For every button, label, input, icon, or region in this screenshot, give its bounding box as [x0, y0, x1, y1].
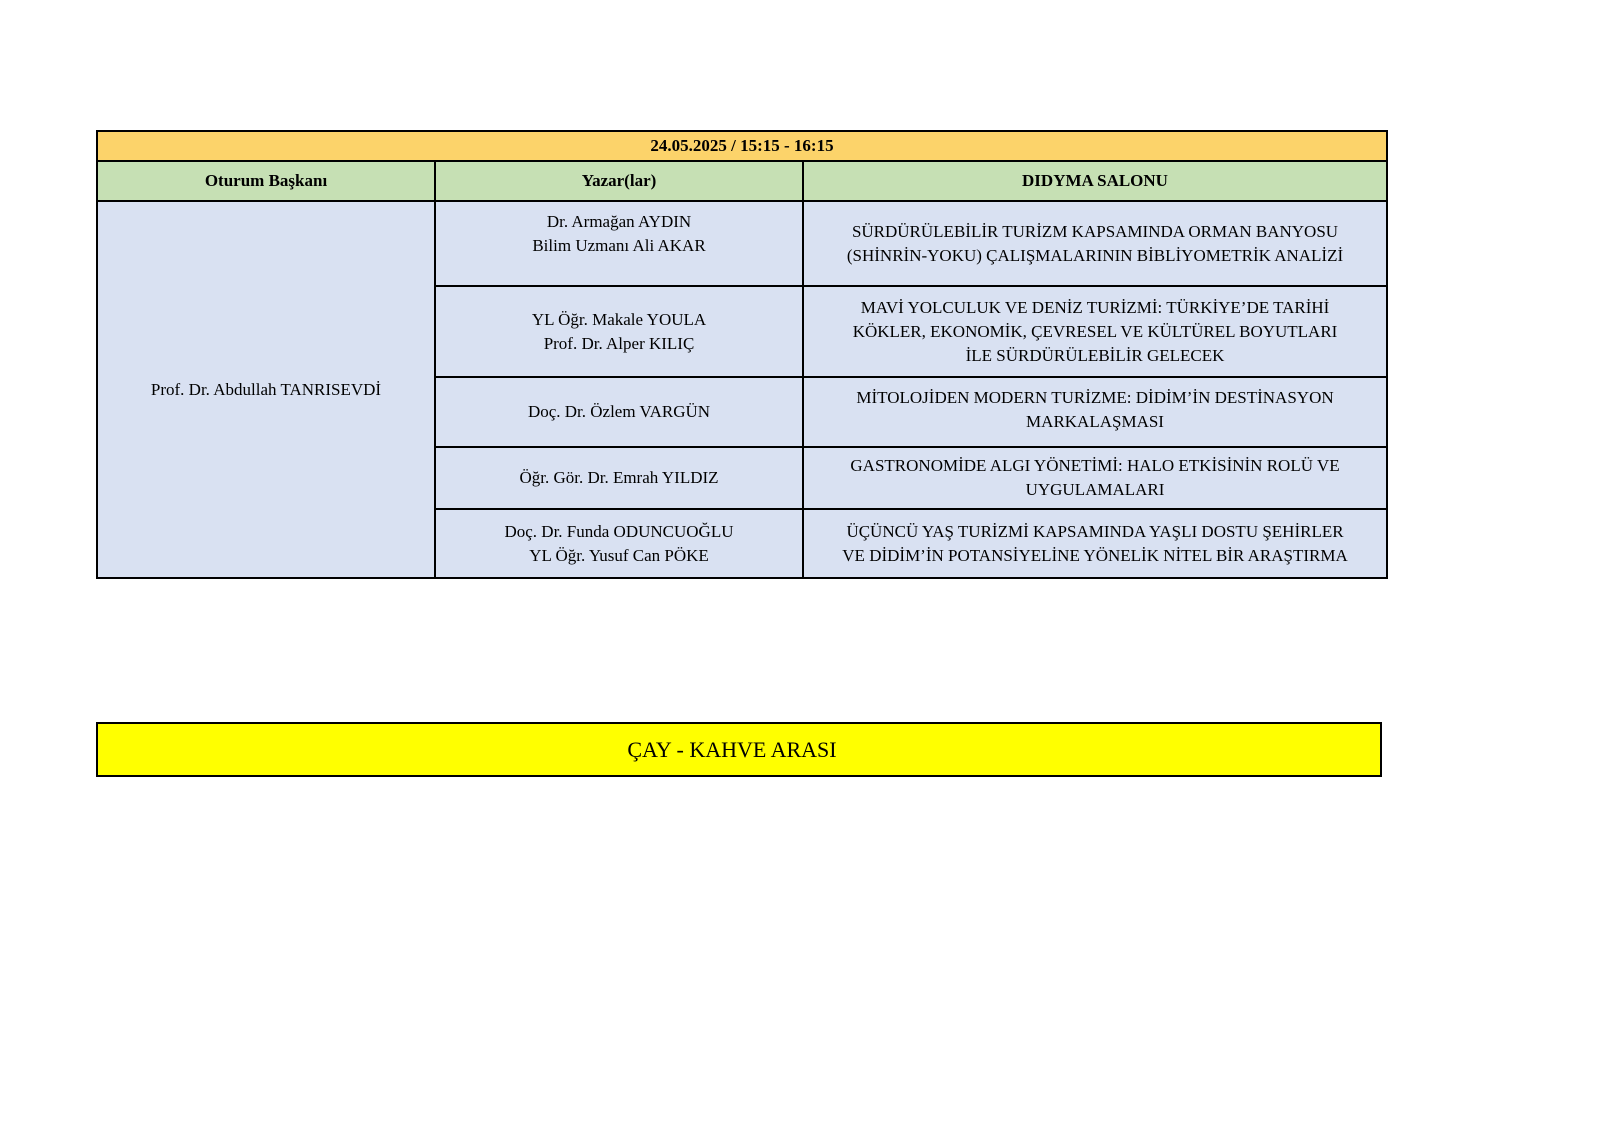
author-name: Doç. Dr. Funda ODUNCUOĞLU — [504, 521, 734, 541]
author-name: Bilim Uzmanı Ali AKAR — [532, 236, 706, 255]
paper-title-line: ÜÇÜNCÜ YAŞ TURİZMİ KAPSAMINDA YAŞLI DOSTU ŞEHİRLER — [846, 521, 1344, 541]
session-table — [96, 130, 1388, 579]
author-name: YL Öğr. Makale YOULA — [531, 309, 707, 329]
header-row — [97, 161, 1387, 201]
author-name: YL Öğr. Yusuf Can PÖKE — [529, 545, 709, 565]
paper-title-line: KÖKLER, EKONOMİK, ÇEVRESEL VE KÜLTÜREL BOYUTLARI — [852, 321, 1338, 341]
paper-title-cell — [803, 509, 1387, 578]
author-name: Öğr. Gör. Dr. Emrah YILDIZ — [519, 468, 719, 487]
paper-title-line: MAVİ YOLCULUK VE DENİZ TURİZMİ: TÜRKİYE’DE TARİHİ — [860, 297, 1330, 317]
session-date-row — [97, 131, 1387, 161]
paper-title-line: MARKALAŞMASI — [1026, 412, 1164, 431]
coffee-break-banner — [96, 722, 1382, 777]
authors-cell — [435, 201, 803, 286]
table-row — [97, 201, 1387, 286]
paper-title-line: GASTRONOMİDE ALGI YÖNETİMİ: HALO ETKİSİNİN ROLÜ VE — [850, 456, 1340, 475]
authors-cell — [435, 286, 803, 377]
paper-title-line: UYGULAMALARI — [1025, 480, 1165, 499]
paper-title-line: VE DİDİM’İN POTANSİYELİNE YÖNELİK NİTEL BİR ARAŞTIRMA — [842, 545, 1348, 565]
author-name: Doç. Dr. Özlem VARGÜN — [527, 402, 711, 421]
header-chair: Oturum Başkanı — [97, 161, 435, 201]
coffee-break-label: ÇAY - KAHVE ARASI — [627, 736, 837, 762]
header-hall: DIDYMA SALONU — [803, 161, 1387, 201]
paper-title-cell — [803, 447, 1387, 509]
paper-title-line: İLE SÜRDÜRÜLEBİLİR GELECEK — [965, 345, 1225, 365]
paper-title-line: (SHİNRİN-YOKU) ÇALIŞMALARININ BİBLİYOMETRİK ANALİZİ — [846, 245, 1344, 265]
paper-title-line: MİTOLOJİDEN MODERN TURİZME: DİDİM’İN DESTİNASYON — [856, 388, 1334, 407]
paper-title-cell — [803, 201, 1387, 286]
authors-cell — [435, 509, 803, 578]
session-datetime: 24.05.2025 / 15:15 - 16:15 — [97, 131, 1387, 161]
authors-cell — [435, 447, 803, 509]
authors-cell — [435, 377, 803, 447]
author-name: Dr. Armağan AYDIN — [546, 212, 692, 231]
paper-title-line: SÜRDÜRÜLEBİLİR TURİZM KAPSAMINDA ORMAN BANYOSU — [851, 221, 1339, 241]
paper-title-cell — [803, 377, 1387, 447]
session-chair: Prof. Dr. Abdullah TANRISEVDİ — [97, 201, 435, 578]
author-name: Prof. Dr. Alper KILIÇ — [543, 333, 695, 353]
header-authors: Yazar(lar) — [435, 161, 803, 201]
paper-title-cell — [803, 286, 1387, 377]
